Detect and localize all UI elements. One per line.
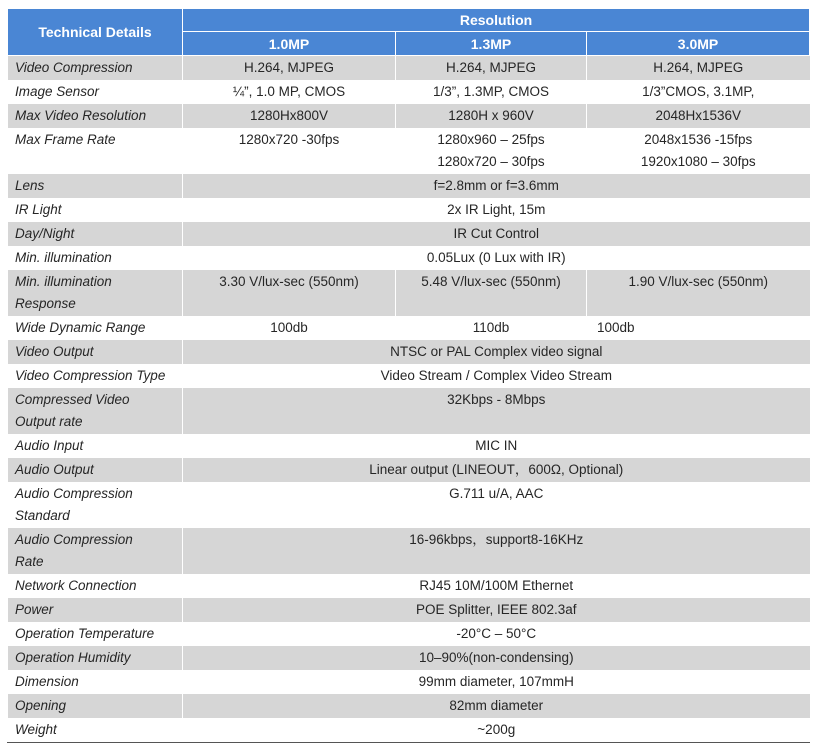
row-label-line: Response: [15, 296, 76, 311]
row-label: Max Video Resolution: [8, 104, 183, 128]
table-row: [8, 364, 810, 388]
table-row: [8, 198, 810, 222]
cell-value: -20°C – 50°C: [183, 622, 810, 646]
row-label-line: Audio Compression: [15, 532, 133, 547]
row-label: Operation Temperature: [8, 622, 183, 646]
cell-value: 10–90%(non-condensing): [183, 646, 810, 670]
row-label-line: Standard: [15, 508, 70, 523]
cell-value: H.264, MJPEG: [183, 56, 396, 81]
cell-value: f=2.8mm or f=3.6mm: [183, 174, 810, 198]
table-row: [8, 434, 810, 458]
header-row-1: [8, 9, 810, 32]
table-row: [8, 646, 810, 670]
row-label: Audio Input: [8, 434, 183, 458]
cell-value: 1.90 V/lux-sec (550nm): [587, 270, 810, 316]
table-row: [8, 528, 810, 574]
row-label: IR Light: [8, 198, 183, 222]
row-label: Max Frame Rate: [8, 128, 183, 174]
cell-value: ¼”, 1.0 MP, CMOS: [183, 80, 396, 104]
row-label: [8, 528, 183, 574]
cell-value: 3.30 V/lux-sec (550nm): [183, 270, 396, 316]
table-row: [8, 56, 810, 81]
cell-value: RJ45 10M/100M Ethernet: [183, 574, 810, 598]
row-label: Lens: [8, 174, 183, 198]
row-label-line: Output rate: [15, 414, 83, 429]
cell-value: 100db: [183, 316, 396, 340]
row-label: [8, 482, 183, 528]
cell-value: 82mm diameter: [183, 694, 810, 718]
cell-value: Video Stream / Complex Video Stream: [183, 364, 810, 388]
row-label: Network Connection: [8, 574, 183, 598]
cell-line: 1280x960 – 25fps: [437, 132, 545, 147]
table-row: [8, 316, 810, 340]
row-label: [8, 388, 183, 434]
table-row: [8, 598, 810, 622]
cell-value: 1280Hx800V: [183, 104, 396, 128]
cell-line: 1920x1080 – 30fps: [640, 154, 756, 169]
column-header-1mp: 1.0MP: [183, 32, 396, 56]
table-row: [8, 388, 810, 434]
row-label: Power: [8, 598, 183, 622]
cell-line: 2048x1536 -15fps: [644, 132, 753, 147]
cell-value: 5.48 V/lux-sec (550nm): [396, 270, 587, 316]
row-label: Wide Dynamic Range: [8, 316, 183, 340]
cell-value: [396, 128, 587, 174]
table-row: [8, 222, 810, 246]
table-row: [8, 622, 810, 646]
table-row: [8, 482, 810, 528]
cell-value: ~200g: [183, 718, 810, 743]
row-label: Day/Night: [8, 222, 183, 246]
cell-value: [587, 128, 810, 174]
table-row: [8, 80, 810, 104]
row-label: Dimension: [8, 670, 183, 694]
row-label: Min. illumination: [8, 246, 183, 270]
column-header-3mp: 3.0MP: [587, 32, 810, 56]
spec-table-container: [7, 8, 809, 743]
row-label: Video Output: [8, 340, 183, 364]
table-row: [8, 458, 810, 482]
row-label: Image Sensor: [8, 80, 183, 104]
cell-value: 2x IR Light, 15m: [183, 198, 810, 222]
table-row: [8, 246, 810, 270]
table-row: [8, 718, 810, 743]
cell-value: POE Splitter, IEEE 802.3af: [183, 598, 810, 622]
table-row: [8, 340, 810, 364]
cell-value: 1/3”, 1.3MP, CMOS: [396, 80, 587, 104]
table-row: [8, 128, 810, 174]
cell-value: 99mm diameter, 107mmH: [183, 670, 810, 694]
cell-line: 1280x720 – 30fps: [437, 154, 545, 169]
cell-value: 1280x720 -30fps: [183, 128, 396, 174]
row-label-line: Compressed Video: [15, 392, 130, 407]
cell-value: 1280H x 960V: [396, 104, 587, 128]
cell-value: 32Kbps - 8Mbps: [183, 388, 810, 434]
cell-value: Linear output (LINEOUT，600Ω, Optional): [183, 458, 810, 482]
cell-value: 2048Hx1536V: [587, 104, 810, 128]
row-label: Operation Humidity: [8, 646, 183, 670]
cell-value: 0.05Lux (0 Lux with IR): [183, 246, 810, 270]
table-row: [8, 174, 810, 198]
cell-value: NTSC or PAL Complex video signal: [183, 340, 810, 364]
cell-value: 16-96kbps，support8-16KHz: [183, 528, 810, 574]
row-label: Video Compression: [8, 56, 183, 81]
table-row: [8, 670, 810, 694]
row-label: Video Compression Type: [8, 364, 183, 388]
cell-value: IR Cut Control: [183, 222, 810, 246]
table-row: [8, 270, 810, 316]
row-label: Weight: [8, 718, 183, 743]
row-label-line: Audio Compression: [15, 486, 133, 501]
row-label: Opening: [8, 694, 183, 718]
row-label-line: Min. illumination: [15, 274, 112, 289]
row-label: [8, 270, 183, 316]
cell-value: H.264, MJPEG: [396, 56, 587, 81]
cell-value: MIC IN: [183, 434, 810, 458]
table-row: [8, 694, 810, 718]
row-label: Audio Output: [8, 458, 183, 482]
technical-details-header: Technical Details: [8, 9, 183, 56]
cell-value: 110db: [396, 316, 587, 340]
cell-value: G.711 u/A, AAC: [183, 482, 810, 528]
cell-value: 1/3”CMOS, 3.1MP,: [587, 80, 810, 104]
cell-value: 100db: [587, 316, 810, 340]
column-header-1-3mp: 1.3MP: [396, 32, 587, 56]
resolution-header: Resolution: [183, 9, 810, 32]
technical-details-table: [7, 8, 810, 743]
row-label-line: Rate: [15, 554, 44, 569]
table-row: [8, 104, 810, 128]
table-row: [8, 574, 810, 598]
cell-value: H.264, MJPEG: [587, 56, 810, 81]
